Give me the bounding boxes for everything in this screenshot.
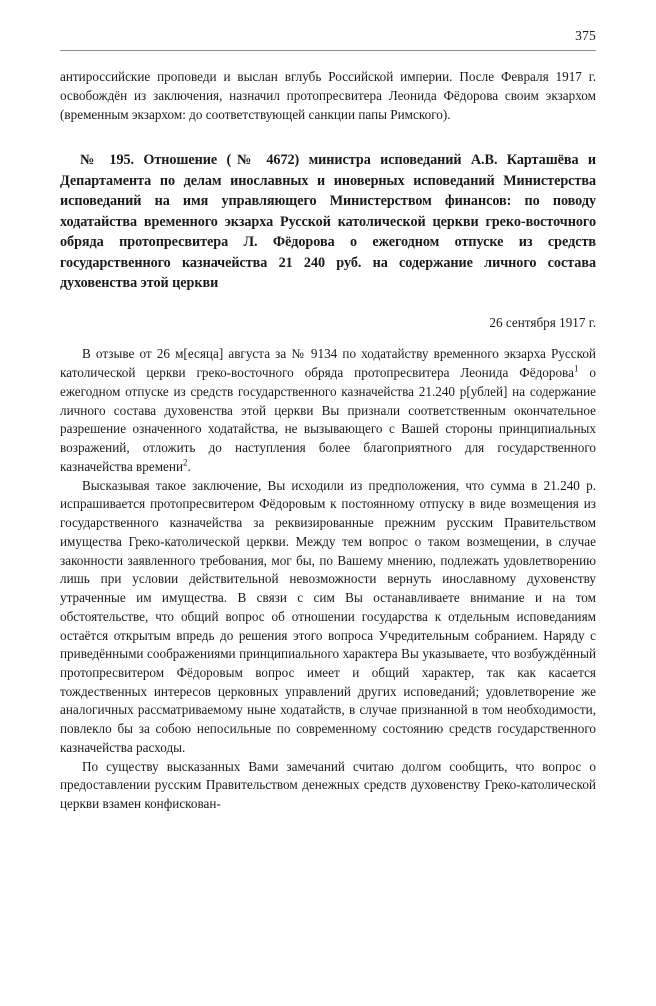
body-paragraph-1-part-1: В отзыве от 26 м[есяца] августа за № 9134 по ходатайству временного экзарха Русской католической церкви греко-восточного обряда протопресвитера Леонида Фёдорова: [60, 346, 596, 381]
body-paragraph-3: По существу высказанных Вами замечаний считаю долгом сообщить, что вопрос о предоставлении русским Правительством денежных средств духовенству Греко-католической церкви взамен конфискован-: [60, 758, 596, 812]
page-number: 375: [575, 28, 596, 43]
body-paragraph-2: Высказывая такое заключение, Вы исходили из предположения, что сумма в 21.240 р. испрашивается протопресвитером Фёдоровым к постоянному отпуску в виде возмещения из государственного казначейства за реквизированные прежним русским Правительством имущества Греко-католической церкви. Между тем вопрос о таком возмещении, в случае законности заявленного требования, мог бы, по Вашему мнению, подлежать удовлетворению лишь при условии действительной невозможности вернуть инославному духовенству утраченные им имущества. В связи с сим Вы останавливаете внимание и на том обстоятельстве, что общий вопрос об отношении государства к отдельным исповеданиям остаётся открытым впредь до решения этого вопроса Учредительным собранием. Наряду с приведёнными соображениями принципиального характера Вы указываете, что возбуждённый протопресвитером Фёдоровым вопрос имеет и общий характер, так как касается тождественных интересов церковных управлений других исповеданий; удовлетворение же аналогичных рассматриваемому ныне ходатайств, в случае признанной в том необходимости, повлекло бы за собою непосильные по современному состоянию средств государственного казначейства расходы.: [60, 477, 596, 755]
footnote-ref-2: 2: [183, 457, 188, 468]
body-paragraph-1-part-2: о ежегодном отпуске из средств государственного казначейства 21.240 р[ублей] на содержание личного состава духовенства этой церкви Вы признали соответственным окончательное разрешение означенного ходатайства, не вызывающего с Вашей стороны принципиальных возражений, отложить до наступления более благоприятного для государственного казначейства времени: [60, 365, 596, 474]
body-paragraph-1: [60, 345, 596, 476]
footnote-ref-1: 1: [573, 363, 579, 374]
document-date: 26 сентября 1917 г.: [489, 315, 596, 331]
document-body: [60, 345, 596, 813]
top-paragraph: антироссийские проповеди и выслан вглубь Российской империи. После Февраля 1917 г. освобождён из заключения, назначил протопресвитера Леонида Фёдорова своим экзархом (временным экзархом: до соответствующей санкции папы Римского).: [60, 69, 596, 123]
body-paragraph-1-part-3: .: [187, 458, 191, 474]
document-heading: № 195. Отношение (№ 4672) министра исповеданий А.В. Карташёва и Департамента по делам инославных и иноверных исповеданий Министерства исповеданий на имя управляющего Министерством финансов: по поводу ходатайства временного экзарха Русской католической церкви греко-восточного обряда протопресвитера Л. Фёдорова о ежегодном отпуске из средств государственного казначейства 21 240 руб. на содержание личного состава духовенства этой церкви: [60, 152, 596, 292]
header-divider: [60, 50, 596, 51]
